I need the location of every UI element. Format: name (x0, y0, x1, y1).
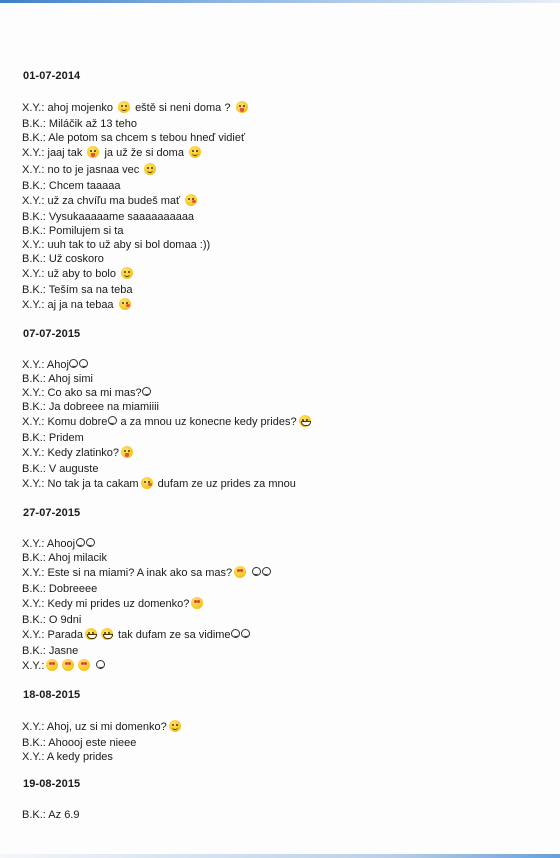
blush-emoji-icon (169, 720, 181, 732)
chat-transcript-document (18, 70, 538, 835)
scan-edge-top (0, 0, 560, 3)
speaker-label: B.K.: (22, 737, 46, 749)
message-line (22, 537, 538, 551)
tongue-out-emoji-icon (236, 101, 248, 113)
message-line (22, 162, 538, 179)
message-line (22, 372, 538, 386)
message-text: Teším sa na teba (48, 284, 133, 296)
kiss-emoji-icon (141, 477, 153, 489)
speaker-label: B.K.: (22, 132, 46, 144)
section-date: 19-08-2015 (23, 778, 81, 790)
message-text: no to je jasnaa vec (47, 164, 140, 176)
speaker-label: X.Y.: (22, 102, 45, 114)
message-text: jaaj tak (47, 147, 83, 159)
message-text: Az 6.9 (48, 809, 80, 821)
heart-eyes-emoji-icon (78, 659, 90, 671)
message-text: Co ako sa mi mas? (47, 387, 142, 399)
speaker-label: B.K.: (22, 284, 46, 296)
speaker-label: B.K.: (22, 211, 46, 223)
message-line (22, 179, 538, 193)
conversation-section (18, 778, 538, 822)
outline-smiley-icon (231, 629, 240, 638)
section-date: 01-07-2014 (23, 70, 81, 82)
heart-eyes-emoji-icon (46, 659, 58, 671)
grin-emoji-icon (101, 628, 113, 640)
message-text: Ale potom sa chcem s tebou hneď vidieť (48, 132, 246, 144)
message-line (22, 736, 538, 750)
message-line (22, 750, 538, 764)
message-text: eště si neni doma ? (135, 102, 231, 114)
conversation-section (18, 328, 538, 493)
heart-eyes-emoji-icon (234, 566, 246, 578)
message-line (22, 658, 538, 675)
speaker-label: X.Y.: (22, 660, 45, 672)
message-line (22, 210, 538, 224)
speaker-label: B.K.: (22, 463, 46, 475)
message-text: uuh tak to už aby si bol domaa :)) (47, 239, 211, 251)
grin-emoji-icon (85, 628, 97, 640)
message-line (22, 445, 538, 462)
message-line (22, 358, 538, 372)
message-line (22, 252, 538, 266)
scan-edge-bottom (0, 854, 560, 858)
message-line (22, 551, 538, 565)
speaker-label: B.K.: (22, 373, 46, 385)
message-text: No tak ja ta cakam (47, 478, 139, 490)
message-text: Kedy mi prides uz domenko? (47, 598, 190, 610)
message-text: Ahoj milacik (48, 552, 107, 564)
message-line (22, 283, 538, 297)
message-text: už aby to bolo (47, 268, 116, 280)
speaker-label: X.Y.: (22, 147, 45, 159)
message-text: Vysukaaaaame saaaaaaaaaa (48, 211, 195, 223)
message-line (22, 808, 538, 822)
message-text: A kedy prides (46, 751, 113, 763)
speaker-label: X.Y.: (22, 629, 45, 641)
section-date: 27-07-2015 (23, 507, 81, 519)
message-text: tak dufam ze sa vidime (118, 629, 231, 641)
message-line (22, 462, 538, 476)
message-line (22, 238, 538, 252)
confused-emoji-icon (189, 146, 201, 158)
speaker-label: X.Y.: (22, 416, 45, 428)
message-line (22, 117, 538, 131)
speaker-label: B.K.: (22, 432, 46, 444)
message-text: Ahoooj este nieee (48, 737, 137, 749)
message-line (22, 414, 538, 431)
speaker-label: X.Y.: (22, 195, 45, 207)
speaker-label: B.K.: (22, 614, 46, 626)
outline-smiley-icon (86, 538, 95, 547)
message-text: Komu dobre (47, 416, 108, 428)
tongue-out-emoji-icon (87, 146, 99, 158)
speaker-label: B.K.: (22, 401, 46, 413)
message-text: dufam ze uz prides za mnou (157, 478, 296, 490)
message-line (22, 297, 538, 314)
outline-smiley-icon (69, 359, 78, 368)
speaker-label: X.Y.: (22, 751, 45, 763)
speaker-label: X.Y.: (22, 299, 45, 311)
speaker-label: X.Y.: (22, 598, 45, 610)
outline-smiley-icon (76, 538, 85, 547)
speaker-label: X.Y.: (22, 478, 45, 490)
speaker-label: B.K.: (22, 225, 46, 237)
message-text: ja už že si doma (104, 147, 184, 159)
message-text: O 9dni (48, 614, 82, 626)
message-text: Už coskoro (48, 253, 104, 265)
speaker-label: X.Y.: (22, 239, 45, 251)
speaker-label: X.Y.: (22, 359, 45, 371)
speaker-label: B.K.: (22, 180, 46, 192)
message-line (22, 145, 538, 162)
speaker-label: X.Y.: (22, 721, 45, 733)
smiley-emoji-icon (121, 267, 133, 279)
message-line (22, 431, 538, 445)
kiss-emoji-icon (185, 194, 197, 206)
message-line (22, 266, 538, 283)
speaker-label: B.K.: (22, 645, 46, 657)
message-line (22, 131, 538, 145)
outline-smiley-icon (142, 387, 151, 396)
smiley-emoji-icon (144, 163, 156, 175)
message-text: ahoj mojenko (47, 102, 113, 114)
outline-smiley-icon (241, 629, 250, 638)
message-text: V auguste (48, 463, 99, 475)
message-text: aj ja na tebaa (47, 299, 114, 311)
speaker-label: X.Y.: (22, 567, 45, 579)
kiss-emoji-icon (119, 298, 131, 310)
conversation-section (18, 689, 538, 764)
speaker-label: X.Y.: (22, 538, 45, 550)
message-text: Este si na miami? A inak ako sa mas? (47, 567, 233, 579)
speaker-label: B.K.: (22, 253, 46, 265)
speaker-label: X.Y.: (22, 447, 45, 459)
message-text: Ja dobreee na miamiiii (48, 401, 159, 413)
message-text: Jasne (48, 645, 79, 657)
message-text: a za mnou uz konecne kedy prides? (120, 416, 297, 428)
message-line (22, 565, 538, 582)
speaker-label: B.K.: (22, 118, 46, 130)
speaker-label: X.Y.: (22, 268, 45, 280)
message-line (22, 386, 538, 400)
conversation-section (18, 507, 538, 675)
section-date: 18-08-2015 (23, 689, 81, 701)
heart-eyes-emoji-icon (191, 597, 203, 609)
message-line (22, 100, 538, 117)
message-line (22, 613, 538, 627)
conversation-section (18, 70, 538, 314)
message-line (22, 193, 538, 210)
message-line (22, 644, 538, 658)
outline-smiley-icon (262, 567, 271, 576)
speaker-label: B.K.: (22, 809, 46, 821)
message-text: Pridem (48, 432, 84, 444)
outline-smiley-icon (79, 359, 88, 368)
outline-smiley-icon (108, 416, 117, 425)
message-line (22, 719, 538, 736)
message-text: Ahooj (46, 538, 76, 550)
message-text: Ahoj simi (48, 373, 93, 385)
message-line (22, 596, 538, 613)
message-line (22, 400, 538, 414)
message-line (22, 627, 538, 644)
speaker-label: X.Y.: (22, 164, 45, 176)
outline-smiley-icon (252, 567, 261, 576)
smiley-emoji-icon (118, 101, 130, 113)
winking-tongue-emoji-icon (121, 446, 133, 458)
message-line (22, 224, 538, 238)
speaker-label: B.K.: (22, 583, 46, 595)
message-text: Miláčik až 13 teho (48, 118, 137, 130)
speaker-label: X.Y.: (22, 387, 45, 399)
message-text: Ahoj, uz si mi domenko? (46, 721, 167, 733)
speaker-label: B.K.: (22, 552, 46, 564)
message-text: Ahoj (46, 359, 69, 371)
message-text: Pomilujem si ta (48, 225, 124, 237)
message-line (22, 476, 538, 493)
message-text: Chcem taaaaa (48, 180, 121, 192)
message-text: Kedy zlatinko? (47, 447, 120, 459)
heart-eyes-emoji-icon (62, 659, 74, 671)
outline-smiley-icon (96, 660, 105, 669)
message-line (22, 582, 538, 596)
grin-emoji-icon (299, 415, 311, 427)
message-text: už za chvíľu ma budeš mať (47, 195, 181, 207)
section-date: 07-07-2015 (23, 328, 81, 340)
message-text: Parada (47, 629, 83, 641)
message-text: Dobreeee (48, 583, 98, 595)
